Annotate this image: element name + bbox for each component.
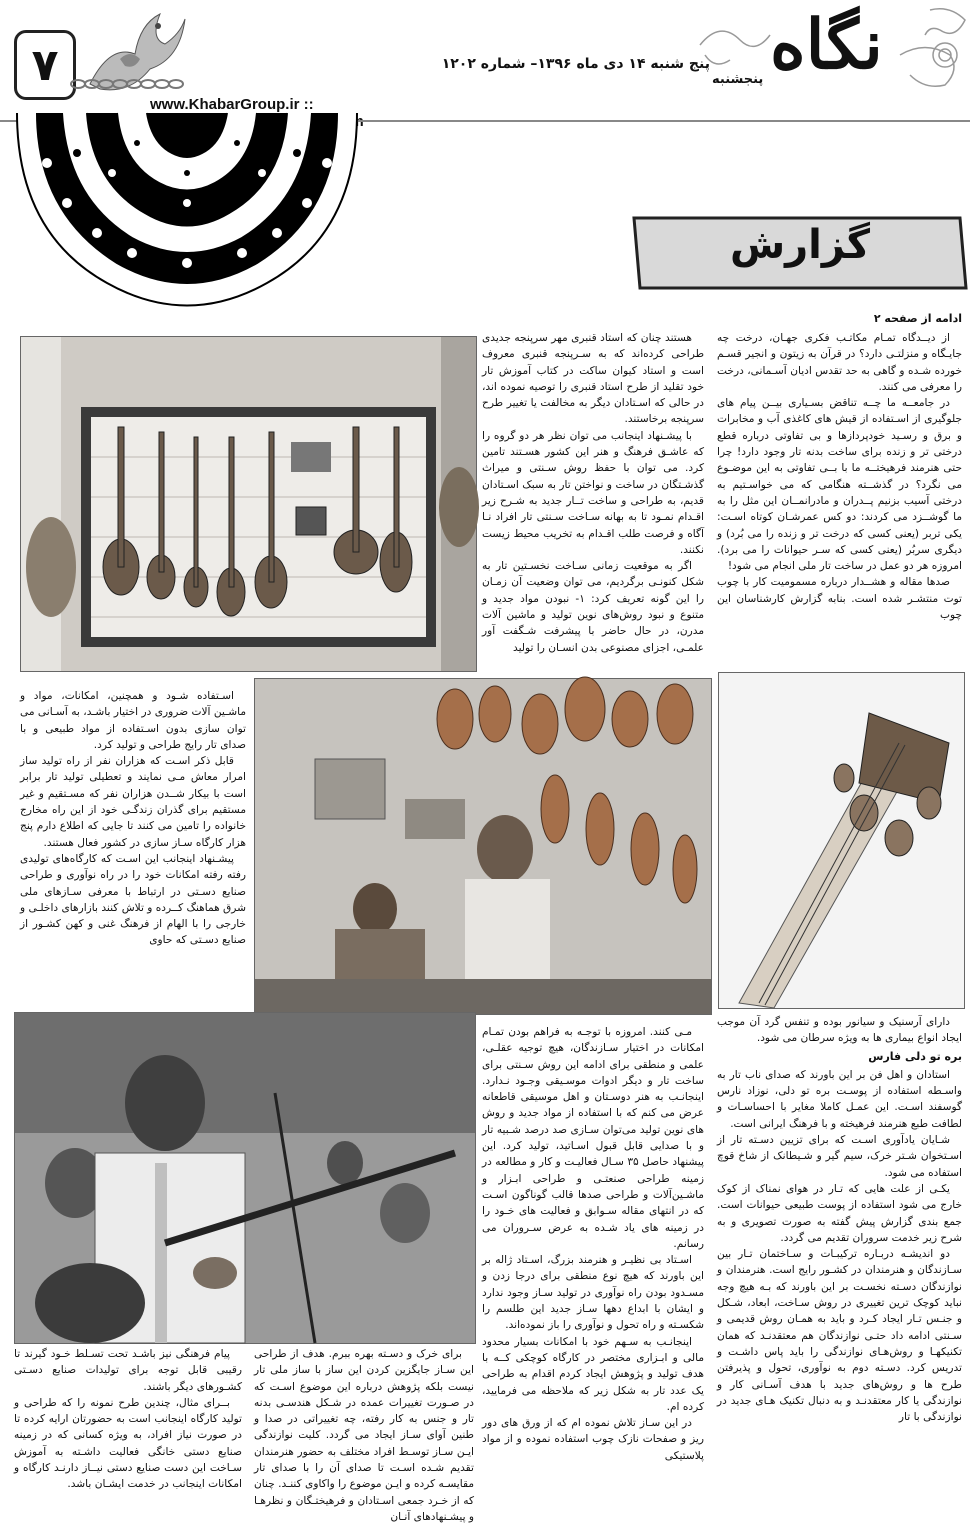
header-chain-decoration bbox=[70, 76, 190, 90]
paragraph: صدها مقاله و هشــدار درباره مسمومیت کار با چوب توت منتشـر شده است. بنابه گزارش کارشناسان این چوب bbox=[717, 576, 962, 622]
article-column-right-top bbox=[717, 330, 962, 666]
photo-musician bbox=[14, 1012, 476, 1344]
article-column-left-middle bbox=[20, 688, 246, 998]
masthead-logo bbox=[700, 0, 970, 118]
paragraph: مـی کنند. امروزه با توجـه به فراهم بودن تمـام امکانات در اختیار سـازندگان، هیچ توجیه عقلـی، علمی و منطقی برای ادامه این روش سـنتی برای ساخت تار و دیگر ادوات موسـیقی وجـود نـدارد. اینجانـب به هنر دوسـتان و اهل موسیقی قاطعانه عرض می کنم که با استفاده از مواد جدید و روش های نوین تولید می‌توان سـازی صد درصد شـبیه تار و با صدایی قابل قبول اسـاتید، تولید کرد. این پیشنهاد حاصل ۳۵ سـال فعالیـت و کار و مطالعه در زمینه طراحی صنعتـی و طراحی ابـزار و ماشـین‌آلات و طراحی صدها قالب گوناگون اسـت که در انتهای مقاله سـوابق و فعالیت های خـود را در زمینه های یاد شـده به عرض سـروران می رسانم. bbox=[482, 1026, 704, 1250]
photo-instrument-wall bbox=[20, 336, 477, 672]
article-column-middle-top bbox=[482, 330, 704, 666]
paragraph: استادان و اهل فن بر این باورند که صدای ناب تار به واسـطه استفاده از پوسـت بره تو دلی، نوزاد نارس گوسفند اسـت. این عمـل کاملا مغایر با احساسـات و لطافت طبع هنرمند فرهیخته و با فرهنگ ایرانی است. bbox=[717, 1068, 962, 1130]
paragraph: بــرای مثال، چندین طرح نمونه را که طراحی و تولید کارگاه اینجانب است به حضورتان ارایه کرده تا در صورت نیاز افراد، به ویژه کسانی که در زمینه صنایع دستی خانگی فعالیت داشـته به آموزش سـاخت این دست صنایع دستی نیــاز دارنـد کارگاه و امکانات اینجانب در خدمت ایشـان باشد. bbox=[14, 1396, 242, 1491]
article-column-left-bottom-center bbox=[254, 1346, 474, 1523]
paragraph: دو اندیشـه دربـاره ترکیبـات و سـاختمان تـار بین سـازندگان و هنرمندان در کشـور رایج است. هنرمندان و نوازندگان دسـته نخسـت بر این باورند که بـه هیچ وجه نباید کوچک ترین تغییری در روش سـاخت، ابعاد، شـکل و جنـس تـار ایجاد کـرد و باید به همـان روش قدیمی و سـنتی ادامه داد حتـی نوازندگان هم معتقدنـد که همان تکنیکهـا و روش‌هـای نوازندگی را باید پاس داشـت و تدریس کرد. دسـته دوم به نوآوری، تحول و پذیرفتن طرح ها و روش‌های جدید با هدف آسـانی کار و نوازندگی یا کار معتقدنـد و به دنبال تکنیک هـای جدید در نوازندگی با تار bbox=[717, 1248, 962, 1424]
paragraph: یکـی از علت هایی که تـار در هوای نمناک از کوک خارج می شود استفاده از پوست طبیعی حیوانات است. جمع بندی گزارش پیش گفته به صورت تصویری و به شرح زیر خدمت سروران تقدیم می گردد. bbox=[717, 1182, 962, 1244]
masthead-subtitle: پنجشنبه bbox=[712, 72, 764, 87]
paragraph: پیشـنهاد اینجانب این اسـت که کارگاه‌های تولیدی رفته رفته امکانات خود را در راه نوآوری و طراحی صنایع دسـتی در ارتباط با معرفی سـازهای ملی شرق هماهنگ کــرده و تلاش کنند بازارهای داخلـی و خارجی را با الهام از فرهنگ غنی و کهن کشـور از صنایع دسـتی که حاوی bbox=[20, 852, 246, 947]
masthead-title: نگاه bbox=[770, 5, 883, 85]
section-banner bbox=[630, 214, 970, 292]
paragraph: از دیــدگاه تمـام مکاتـب فکری جهـان، درخت چه جایـگاه و منزلتـی دارد؟ در قرآن به زیتون و انجیر قسـم خورده شـده و گاهی به حد تقدس ادیان آسـمانی، درخت را معرفی می کنند. bbox=[717, 332, 962, 393]
photo-workshop bbox=[254, 678, 712, 1015]
paragraph: دارای آرسنیک و سیانور بوده و تنفس گرد آن موجب ایجاد انواع بیماری ها به ویژه سرطان می شود. bbox=[717, 1016, 962, 1045]
page-number: ۷ bbox=[14, 30, 76, 100]
paragraph: در جامعــه ما چــه تناقض بسـیاری بیــن پیام های جلوگیری از اسـتفاده از قیش های کاغذی آب و مخابرات و برق و رسـید خودپردازها و بی تفاوتی درباره قطع درختی تر و زنده برای ساخت بدنه تار وجود دارد! چرا حتی هنرمند فرهیختــه ما با بــی تفاوتی به این موضـوع می نگرد؟ در گذشــته هنگامی که می خواسـتیم به درختی آسیب بزنیم پــدران و مادرانمــان این مثل را به ما گوشــزد می کردند: دو کس عمرشـان کوتاه اسـت: یکی تربر (یعنی کسی که درخت تر و زنده را می بُرد) و دیگری سربُر (یعنی کسی که سـر حیوانات را می برد). امروزه هر دو عمل در ساخت تار ملی انجام می شود! bbox=[717, 397, 962, 573]
paragraph: اسـتفاده شـود و همچنین، امکانات، مواد و ماشـین آلات ضروری در اختیار باشـد، به آسـانی می توان سازی بدون اسـتفاده از مواد طبیعی و با صدای تار رایج طراحی و تولید کرد. bbox=[20, 690, 246, 751]
paragraph: با پیشـنهاد اینجانب می توان نظر هر دو گروه را که عاشـق فرهنگ و هنر این کشور هسـتند تامین کرد. می توان با حفظ روش سـنتی و میراث گذشـتگان در ساخت و نواختن تار به سبک اسـتادان قدیم، به طراحی و ساخت تــار جدید به شـرح زیر اقـدام نمـود تا به بهانه سـاخت سـنتی تار افراد نـا آگاه و فرصت طلب اقـدام به تخریب محیط زیست نکنند. bbox=[482, 429, 704, 556]
article-column-middle-bottom bbox=[482, 1024, 704, 1514]
mandala-ornament bbox=[10, 123, 365, 323]
paragraph: اینجانـب به سـهم خود با امکانات بسیار محدود مالی و ابـزاری مختصر در کارگاه کوچکی کــه با هدف تولید و پژوهش ایجاد کردم اقدام به طراحی یک عدد تار به شکل زیر که ملاحظه می فرمایید، کرده ام. bbox=[482, 1335, 704, 1413]
paragraph: هستند چنان که استاد قنبری مهر سرپنجه جدیدی طراحی کرده‌اند که به سـرپنجه قنبری معروف است و استاد کیوان ساکت در کتاب آموزش تار خود تقلید از طرح استاد قنبری را توصیه نموده اند، در حالی که اسـتادان دیگر به مخالفت یا تغییر طرح سرپنجه برخاستند. bbox=[482, 332, 704, 426]
paragraph: قابل ذکر اسـت که هزاران نفر از راه تولید ساز امرار معاش مـی نمایند و تعطیلی تولید تار برابر است با بیکار شــدن هزاران نفر که مسـتقیم و غیر مستقیم برای گذران زندگـی خود از این راه مخارج خانواده را تامین می کنند تا جایی که اطلاع دارم پنج هزار کارگاه سـاز سازی در کشور فعال هستند. bbox=[20, 755, 246, 849]
paragraph: برای خرک و دسـته بهره ببرم. هدف از طراحی این سـاز جایگزین کردن این ساز با ساز ملی تار نیست بلکه پژوهش درباره این موضوع اسـت که در صـورت تغییرات عمده در شـکل هندسـی بدنه تار و جنس به کار رفته، چه تغییراتی در صدا و طنین آوای سـاز ایجاد می گردد. کلیت نوازندگی ایـن سـاز توسـط افراد مختلف به حضور هنرمندان تقدیم شـده اسـت تا صدای آن را با صدای تار مقایسـه کرده و ایـن موضوع را واکاوی کننـد. چنان که از خـرد جمعی اسـتادان و فرهیختـگان و نظرهـا و پیشـنهادهای آنـان bbox=[254, 1348, 474, 1523]
article-column-right-bottom bbox=[717, 1014, 962, 1514]
date-issue: پنج شنبه ۱۴ دی ماه ۱۳۹۶– شماره ۱۲۰۲ bbox=[441, 56, 710, 72]
subheading: بره تو دلی فارس bbox=[868, 1049, 962, 1063]
section-title: گزارش bbox=[729, 222, 871, 268]
continuation-note: ادامه از صفحه ۲ bbox=[873, 312, 962, 325]
paragraph: اگر به موقعیت زمانی سـاخت نخسـتین تار به شکل کنونـی برگردیم، می توان وضعیت آن زمـان را این گونه تعریف کرد: ۱- نبودن مواد جدید و متنوع و نبود روش‌های نوین تولید و ماشین آلات مدرن، در حال حاضر با پیشرفت شـگفت آور علمـی، اجزای مصنوعی بدن انسـان را تولید bbox=[482, 560, 704, 654]
paragraph: در این سـاز تلاش نموده ام که از ورق های دور ریز و صفحات نازک چوب استفاده نموده و از مواد پلاستیکی bbox=[482, 1417, 704, 1462]
websites: www.KhabarGroup.ir :: bbox=[150, 96, 314, 113]
article-column-left-bottom-edge bbox=[14, 1346, 242, 1514]
paragraph: اسـتاد بی نظیـر و هنرمند بزرگ، اسـتاد ژاله بر این باورند که هیچ نوع منطقی برای درجا زدن و مسـدود بودن راه نوآوری در تولید سـاز وجود ندارد و ایشان با ابداع دهها سـاز جدید این طلسم را شکسـته و راه تحول و نوآوری را باز نموده‌اند. bbox=[482, 1254, 704, 1332]
paragraph: شـایان یادآوری اسـت که برای تزیین دسـته تار از اسـتخوان شـتر خرک، سیم گیر و شـیطانک از شاخ قوچ استفاده می شود. bbox=[717, 1134, 962, 1179]
paragraph: پیام فرهنگی نیز باشـد تحت تسـلط خـود گیرند تا رقیبی قابل توجه برای تولیدات صنایع دسـتی کشـورهای دیگر باشند. bbox=[14, 1348, 242, 1393]
photo-tar-headstock bbox=[718, 672, 965, 1009]
